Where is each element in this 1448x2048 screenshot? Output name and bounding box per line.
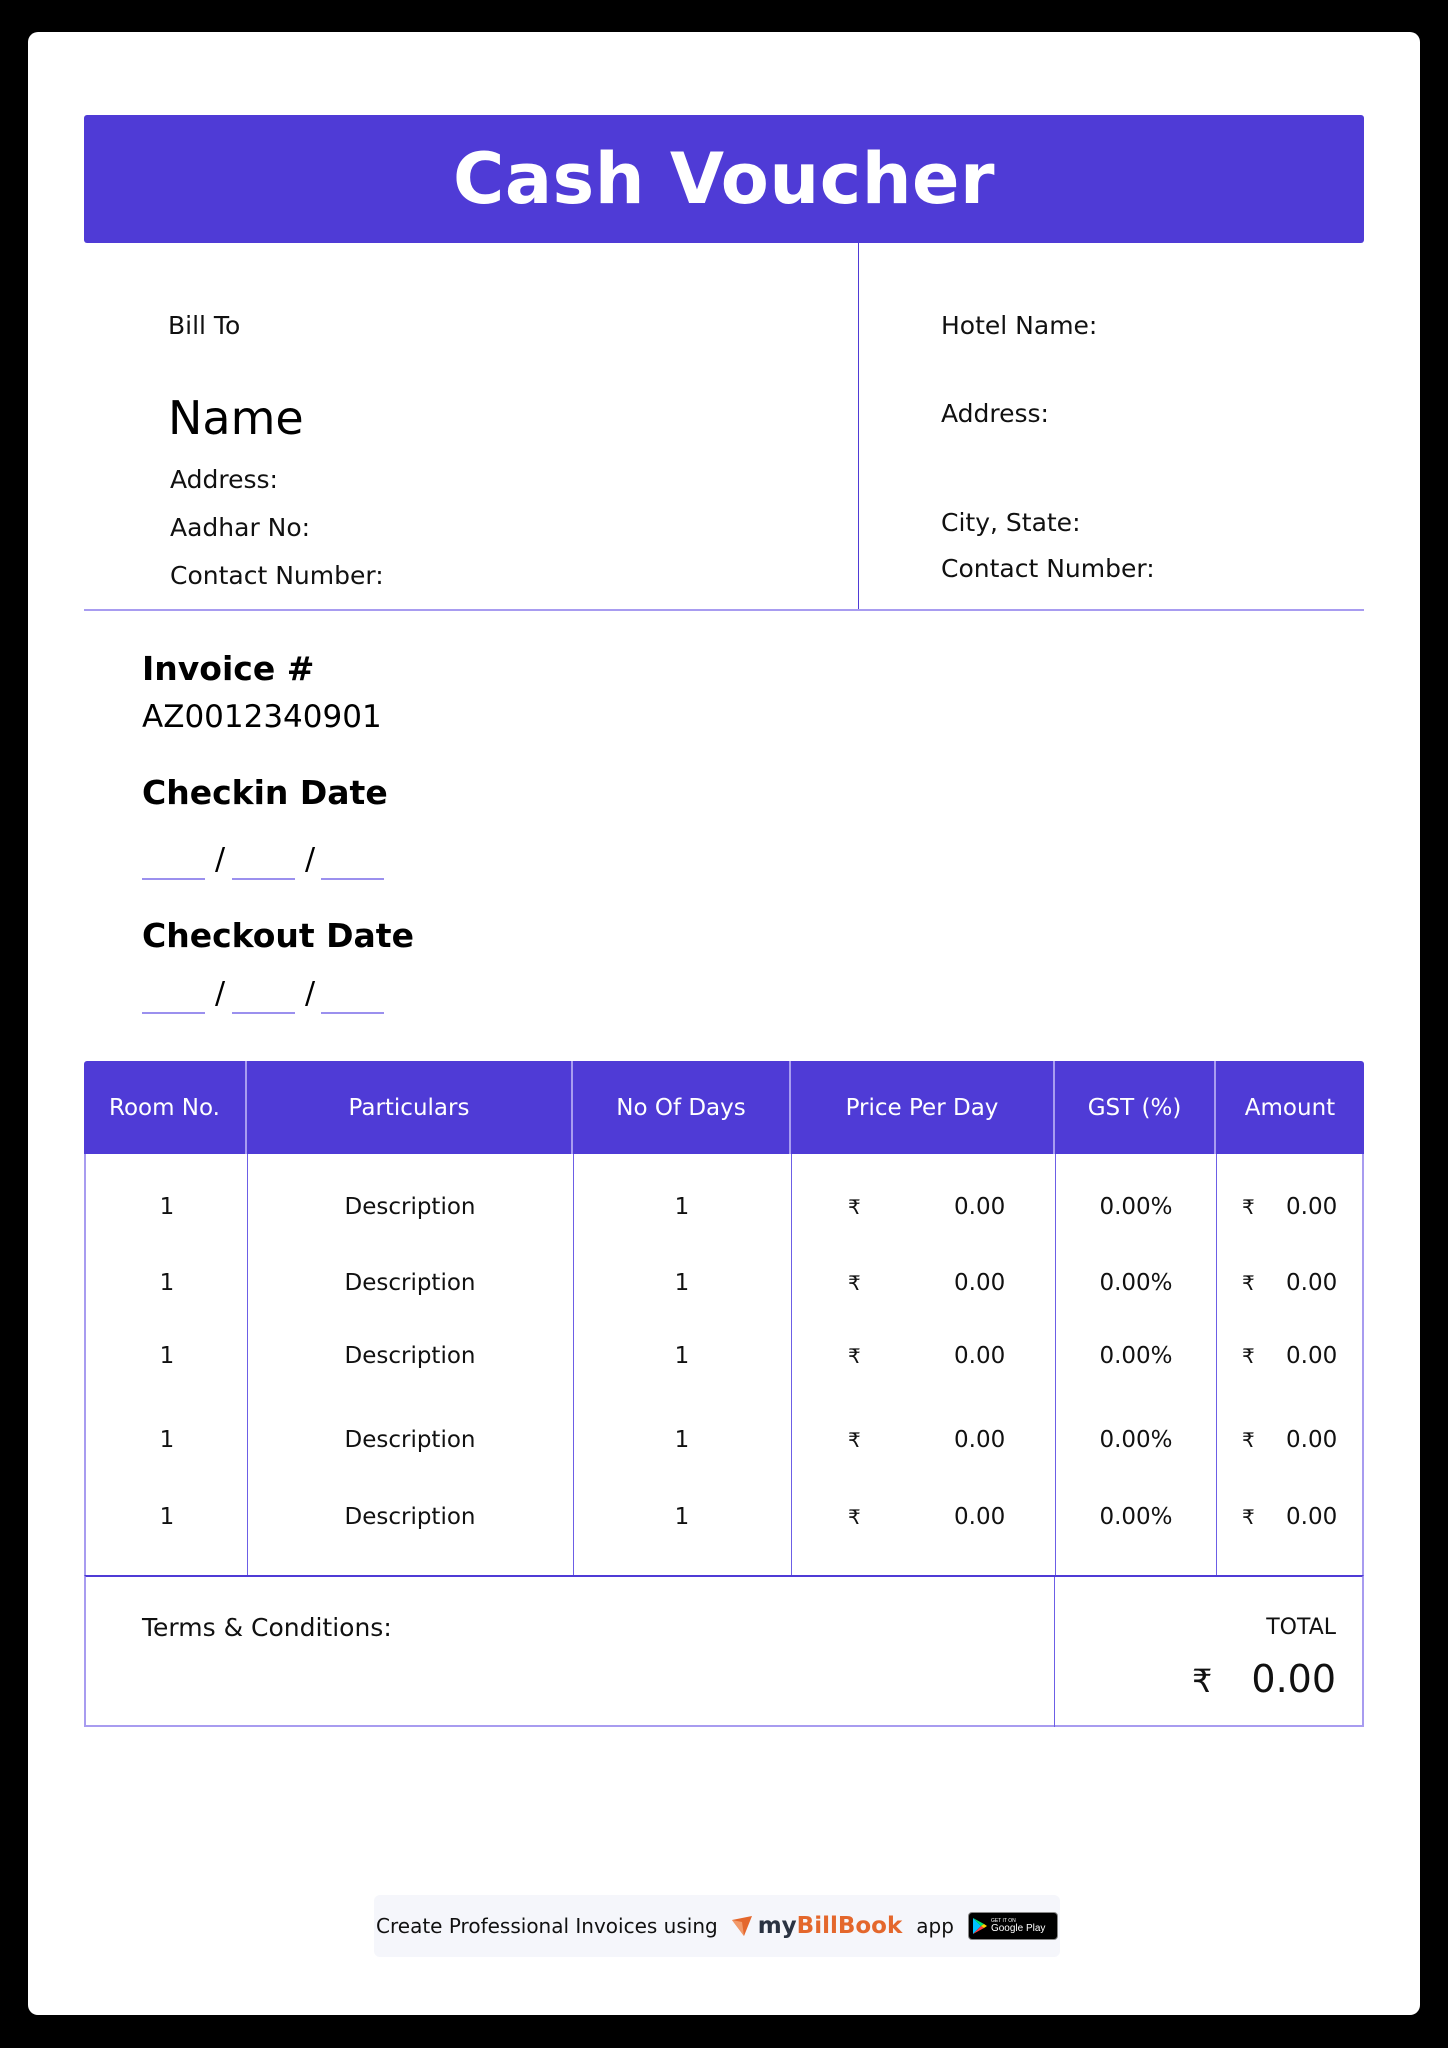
price-cell: 0.00 (954, 1343, 1006, 1369)
checkout-date-label: Checkout Date (142, 916, 414, 955)
hotel-address-label: Address: (941, 399, 1049, 428)
customer-contact-label: Contact Number: (170, 561, 384, 590)
customer-address-label: Address: (170, 465, 278, 494)
title-banner (84, 115, 1364, 243)
party-details (84, 243, 1364, 611)
column-header-amount: Amount (1244, 1094, 1336, 1121)
hotel-contact-label: Contact Number: (941, 554, 1155, 583)
line-items-table (84, 1061, 1364, 1727)
hotel-city-state-label: City, State: (941, 508, 1081, 537)
date-separator: / (305, 842, 316, 877)
column-divider (1216, 1154, 1217, 1575)
column-header-price-per-day: Price Per Day (791, 1061, 1055, 1154)
column-divider (247, 1154, 248, 1575)
gst-cell: 0.00% (1099, 1427, 1173, 1453)
amount-cell: 0.00 (1286, 1427, 1338, 1453)
checkin-date-label: Checkin Date (142, 773, 388, 812)
rupee-icon: ₹ (848, 1505, 861, 1529)
checkout-month-blank[interactable] (232, 1012, 295, 1014)
price-cell: 0.00 (954, 1427, 1006, 1453)
column-divider (1055, 1154, 1056, 1575)
google-play-icon (973, 1918, 987, 1934)
rupee-icon: ₹ (848, 1344, 861, 1368)
checkout-year-blank[interactable] (321, 1012, 384, 1014)
gst-cell: 0.00% (1099, 1504, 1173, 1530)
mybillbook-logo-icon (732, 1916, 754, 1936)
date-separator: / (215, 976, 226, 1011)
room-no-cell: 1 (159, 1343, 175, 1369)
hotel-name-label: Hotel Name: (941, 311, 1098, 340)
customer-aadhar-label: Aadhar No: (170, 513, 311, 542)
mybillbook-logo[interactable] (732, 1913, 903, 1939)
price-cell: 0.00 (954, 1504, 1006, 1530)
particulars-cell: Description (344, 1427, 476, 1453)
checkout-day-blank[interactable] (142, 1012, 205, 1014)
promo-banner[interactable] (374, 1895, 1060, 1957)
column-header-room-no: Room No. (84, 1061, 247, 1154)
invoice-number-label: Invoice # (142, 649, 315, 688)
column-header-no-of-days: No Of Days (573, 1061, 791, 1154)
column-divider (573, 1154, 574, 1575)
voucher-page (28, 32, 1420, 2015)
footer-divider (1054, 1577, 1055, 1727)
rupee-icon: ₹ (1242, 1505, 1255, 1529)
party-divider (858, 243, 859, 609)
particulars-cell: Description (344, 1504, 476, 1530)
days-cell: 1 (674, 1427, 690, 1453)
rupee-icon: ₹ (848, 1428, 861, 1452)
room-no-cell: 1 (159, 1194, 175, 1220)
promo-suffix: app (916, 1914, 954, 1938)
gst-cell: 0.00% (1099, 1270, 1173, 1296)
total-label: TOTAL (1266, 1615, 1336, 1640)
amount-cell: 0.00 (1286, 1270, 1338, 1296)
badge-small-text: GET IT ON (990, 1917, 1016, 1924)
particulars-cell: Description (344, 1194, 476, 1220)
checkin-month-blank[interactable] (232, 878, 295, 880)
date-separator: / (215, 842, 226, 877)
column-header-gst: GST (%) (1055, 1061, 1216, 1154)
amount-cell: 0.00 (1286, 1194, 1338, 1220)
checkin-year-blank[interactable] (321, 878, 384, 880)
promo-text: Create Professional Invoices using (376, 1914, 718, 1938)
badge-big-text: Google Play (990, 1922, 1046, 1934)
days-cell: 1 (674, 1270, 690, 1296)
gst-cell: 0.00% (1099, 1343, 1173, 1369)
bill-to-label: Bill To (168, 311, 241, 340)
invoice-number-value: AZ0012340901 (142, 699, 382, 735)
days-cell: 1 (674, 1504, 690, 1530)
terms-conditions-label: Terms & Conditions: (142, 1613, 392, 1642)
particulars-cell: Description (344, 1343, 476, 1369)
total-rupee-icon: ₹ (1192, 1662, 1213, 1700)
gst-cell: 0.00% (1099, 1194, 1173, 1220)
table-header (84, 1061, 1364, 1154)
date-separator: / (305, 976, 316, 1011)
rupee-icon: ₹ (848, 1195, 861, 1219)
price-cell: 0.00 (954, 1194, 1006, 1220)
price-cell: 0.00 (954, 1270, 1006, 1296)
page-title: Cash Voucher (452, 138, 996, 220)
rupee-icon: ₹ (1242, 1344, 1255, 1368)
brand-billbook: BillBook (796, 1913, 903, 1939)
column-header-particulars: Particulars (247, 1061, 573, 1154)
particulars-cell: Description (344, 1270, 476, 1296)
room-no-cell: 1 (159, 1270, 175, 1296)
checkin-day-blank[interactable] (142, 878, 205, 880)
google-play-badge[interactable] (968, 1912, 1058, 1940)
total-value: 0.00 (1251, 1657, 1336, 1701)
rupee-icon: ₹ (848, 1271, 861, 1295)
rupee-icon: ₹ (1242, 1428, 1255, 1452)
room-no-cell: 1 (159, 1504, 175, 1530)
column-divider (791, 1154, 792, 1575)
rupee-icon: ₹ (1242, 1271, 1255, 1295)
brand-my: my (757, 1913, 797, 1939)
table-footer (84, 1575, 1364, 1727)
rupee-icon: ₹ (1242, 1195, 1255, 1219)
amount-cell: 0.00 (1286, 1504, 1338, 1530)
amount-cell: 0.00 (1286, 1343, 1338, 1369)
customer-name: Name (168, 391, 304, 445)
table-body (84, 1154, 1364, 1575)
room-no-cell: 1 (159, 1427, 175, 1453)
days-cell: 1 (674, 1343, 690, 1369)
days-cell: 1 (674, 1194, 690, 1220)
